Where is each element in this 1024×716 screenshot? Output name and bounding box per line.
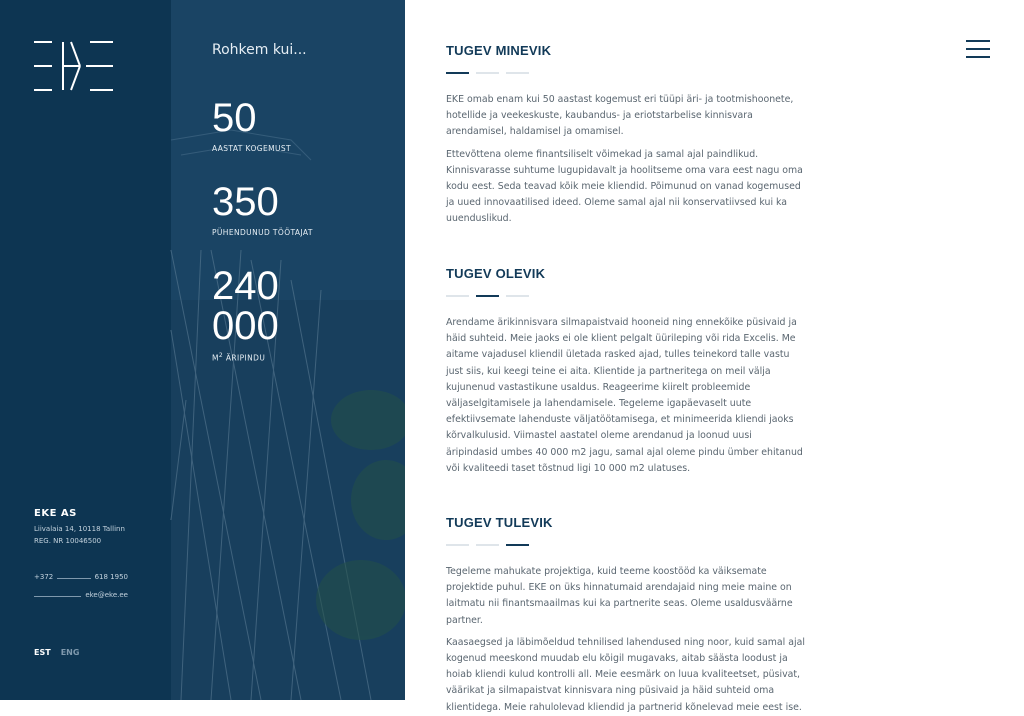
stat-label: AASTAT KOGEMUST	[212, 144, 292, 153]
section-paragraph: Kaasaegsed ja läbimõeldud tehnilised lahendused ning noor, kuid samal ajal kogenud meeskond muudab elu kõigil mugavaks, aitab säästa loodust ja hoiab kliendi kulud kontrolli all. Meie eesmärk on luua kvaliteetset, püsivat, väärikat ja silmapaistvat kinnisvara ning püsivaid ja häid suhteid oma klientidega. Meie rahulolevad kliendid ja partnerid kõnelevad meie eest ise.	[446, 636, 805, 713]
stat-label-prefix: M	[212, 353, 219, 363]
dash	[506, 295, 529, 297]
section-paragraph: Tegeleme mahukate projektiga, kuid teeme koostööd ka väiksemate projektide puhul. EKE on üks hinnatumaid arendajaid ning meie maine on laitmatu nii finantsmaailmas kui ka partnerite seas. Oleme usaldusväärne partner.	[446, 566, 793, 626]
sidebar	[0, 0, 171, 700]
stat-label: PÜHENDUNUD TÖÖTAJAT	[212, 228, 313, 237]
section-future	[446, 515, 806, 716]
stat-employees	[212, 182, 313, 237]
section-title: TUGEV MINEVIK	[446, 43, 552, 58]
company-address	[34, 523, 125, 547]
eke-logo[interactable]	[34, 40, 114, 92]
email-address: eke@eke.ee	[85, 591, 128, 599]
menu-line	[966, 48, 990, 50]
dash	[446, 544, 469, 546]
phone-divider	[57, 578, 90, 579]
section-dashes	[446, 72, 806, 74]
language-switcher	[34, 648, 79, 657]
section-dashes	[446, 295, 806, 297]
hamburger-menu-icon[interactable]	[966, 40, 990, 58]
section-past	[446, 43, 806, 228]
dash-active	[446, 72, 469, 74]
lang-eng[interactable]: ENG	[60, 648, 80, 657]
company-name: EKE AS	[34, 508, 77, 519]
section-paragraph: Arendame ärikinnisvara silmapaistvaid hooneid ning ennekõike püsivaid ja häid suhteid. Meie jaoks ei ole klient pelgalt üürileping või rida Excelis. Me aitame vajadusel kliendil ületada rasked ajad, tulles teinekord talle vastu just siis, kui keegi teine ei aita. Klientide ja partneritega on meil välja kujunenud vastastikune usaldus. Reageerime kiirelt probleemide väljaselgitamisele ja lahendamisele. Tegeleme igapäevaselt uute efektiivsemate lahenduste väljatöötamisega, et minimeerida kliendi jaoks kõrvalkulusid. Viimastel aastatel oleme arendanud ja loonud uusi äripindasid umbes 40 000 m2 jagu, samal ajal oleme pindu ümber ehitanud või kvaliteedi taset tõstnud ligi 10 000 m2 ulatuses.	[446, 317, 803, 474]
stat-area	[212, 266, 307, 363]
dash	[476, 72, 499, 74]
section-present	[446, 266, 806, 477]
phone-number: 618 1950	[94, 573, 128, 581]
lang-est[interactable]: EST	[34, 648, 51, 657]
stat-label-suffix: ÄRIPINDU	[223, 353, 266, 363]
reg-number: REG. NR 10046500	[34, 537, 102, 545]
dash	[506, 72, 529, 74]
email-divider	[34, 596, 81, 597]
dash-active	[476, 295, 499, 297]
phone-prefix: +372	[34, 573, 54, 581]
main-content	[405, 0, 1024, 713]
address-line: Liivalaia 14, 10118 Tallinn	[34, 525, 125, 533]
menu-line	[966, 40, 990, 42]
company-info	[34, 508, 125, 547]
email-link[interactable]	[34, 591, 128, 599]
dash-active	[506, 544, 529, 546]
stat-value: 50	[212, 96, 257, 140]
stat-years	[212, 98, 291, 153]
section-dashes	[446, 544, 806, 546]
section-title: TUGEV TULEVIK	[446, 515, 553, 530]
stats-heading: Rohkem kui...	[212, 42, 307, 58]
dash	[446, 295, 469, 297]
section-paragraph: Ettevõttena oleme finantsiliselt võimekad ja samal ajal paindlikud. Kinnisvarasse suhtume lugupidavalt ja hoolitseme oma vara eest nagu oma kodu eest. Seda teavad kõik meie kliendid. Põimunud on vanad kogemused ja uued innovaatilised ideed. Oleme samal ajal nii konservatiivsed kui ka uuenduslikud.	[446, 148, 803, 225]
stat-label	[212, 352, 307, 363]
stat-value: 350	[212, 180, 279, 224]
stat-label-sup: 2	[218, 352, 224, 359]
menu-line	[966, 56, 990, 58]
stats-block	[212, 42, 313, 363]
section-title: TUGEV OLEVIK	[446, 266, 546, 281]
dash	[476, 544, 499, 546]
section-paragraph: EKE omab enam kui 50 aastast kogemust eri tüüpi äri- ja tootmishoonete, hotellide ja veekeskuste, kaubandus- ja eriotstarbelise kinnisvara arendamisel, haldamisel ja omamisel.	[446, 94, 794, 138]
phone-link[interactable]	[34, 573, 128, 581]
stat-value: 240 000	[212, 264, 279, 348]
